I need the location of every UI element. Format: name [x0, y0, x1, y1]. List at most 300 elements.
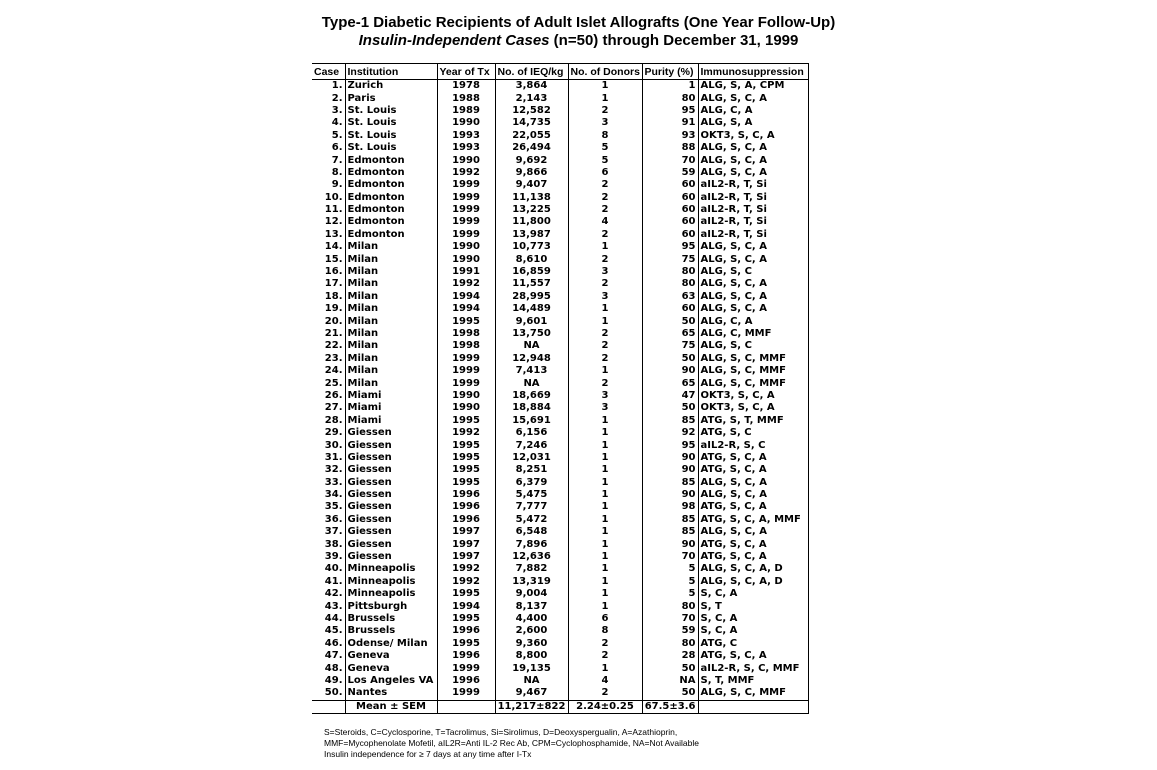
- cell-case: 27.: [324, 402, 343, 414]
- cell-year: 1995: [437, 439, 495, 451]
- cell-year: 1989: [437, 105, 495, 117]
- cell-donors: 3: [568, 402, 642, 414]
- cell-purity: 85: [642, 477, 698, 489]
- table-row: [312, 452, 808, 464]
- subtitle-italic: Insulin-Independent Cases: [358, 32, 550, 49]
- cell-purity: 95: [642, 439, 698, 451]
- cell-purity: 60: [642, 179, 698, 191]
- cell-year: 1999: [437, 687, 495, 700]
- mean-cell-case: [312, 700, 345, 713]
- cell-year: 1990: [437, 241, 495, 253]
- cell-immunosuppression: ALG, S, C, A: [698, 291, 808, 303]
- table-row: [312, 650, 808, 662]
- cell-purity: 80: [642, 278, 698, 290]
- cell-year: 1996: [437, 650, 495, 662]
- cell-case: 24.: [324, 365, 343, 377]
- cell-institution: Giessen: [345, 464, 437, 476]
- cell-immunosuppression: ALG, S, C, A, D: [698, 563, 808, 575]
- cell-year: 1990: [437, 117, 495, 129]
- cell-institution: Giessen: [345, 551, 437, 563]
- cell-purity: 90: [642, 538, 698, 550]
- cell-purity: 50: [642, 402, 698, 414]
- cell-ieq: 14,489: [495, 303, 568, 315]
- cell-purity: 92: [642, 427, 698, 439]
- cell-immunosuppression: aIL2-R, S, C: [698, 439, 808, 451]
- cell-purity: 28: [642, 650, 698, 662]
- cell-case: 38.: [324, 538, 343, 550]
- cell-ieq: 6,156: [495, 427, 568, 439]
- cell-case: 9.: [331, 179, 343, 191]
- cell-year: 1990: [437, 253, 495, 265]
- table-row: [312, 130, 808, 142]
- table-row: [312, 501, 808, 513]
- cell-donors: 1: [568, 303, 642, 315]
- cell-immunosuppression: ATG, S, C: [698, 427, 808, 439]
- cell-donors: 1: [568, 489, 642, 501]
- cell-year: 1988: [437, 92, 495, 104]
- table-row: [312, 638, 808, 650]
- footnote-insulin-independence: Insulin independence for ≥ 7 days at any time after I-Tx: [324, 749, 532, 759]
- cell-case: 29.: [324, 427, 343, 439]
- table-row: [312, 167, 808, 179]
- cell-case: 18.: [324, 290, 343, 302]
- cell-ieq: 8,137: [495, 600, 568, 612]
- cell-donors: 2: [568, 340, 642, 352]
- cell-donors: 2: [568, 377, 642, 389]
- cell-ieq: 14,735: [495, 117, 568, 129]
- cell-donors: 1: [568, 80, 642, 93]
- table-body: [312, 80, 808, 701]
- cell-purity: 98: [642, 501, 698, 513]
- table-row: [312, 204, 808, 216]
- table-row: [312, 600, 808, 612]
- cell-ieq: 8,800: [495, 650, 568, 662]
- cell-case: 12.: [324, 216, 343, 228]
- cell-immunosuppression: ALG, C, MMF: [698, 328, 808, 340]
- cell-immunosuppression: ALG, S, C, A: [698, 154, 808, 166]
- cell-donors: 1: [568, 563, 642, 575]
- cell-ieq: 7,413: [495, 365, 568, 377]
- cell-purity: 85: [642, 415, 698, 427]
- cell-institution: Milan: [345, 315, 437, 327]
- cell-ieq: 19,135: [495, 662, 568, 674]
- cell-ieq: 9,360: [495, 638, 568, 650]
- table-row: [312, 229, 808, 241]
- cell-purity: 50: [642, 315, 698, 327]
- cell-case: 2.: [331, 92, 343, 104]
- cell-institution: Geneva: [345, 662, 437, 674]
- cell-ieq: 9,004: [495, 588, 568, 600]
- cell-purity: 90: [642, 365, 698, 377]
- cell-immunosuppression: ALG, S, C, A: [698, 477, 808, 489]
- cell-donors: 3: [568, 117, 642, 129]
- cell-donors: 5: [568, 154, 642, 166]
- cell-case: 1.: [331, 80, 343, 92]
- cell-year: 1996: [437, 675, 495, 687]
- cell-institution: Giessen: [345, 526, 437, 538]
- cell-case: 19.: [324, 303, 343, 315]
- cell-year: 1999: [437, 365, 495, 377]
- cell-immunosuppression: S, C, A: [698, 613, 808, 625]
- cell-year: 1997: [437, 538, 495, 550]
- table-row: [312, 526, 808, 538]
- cell-immunosuppression: ATG, S, C, A: [698, 538, 808, 550]
- cell-donors: 1: [568, 452, 642, 464]
- cell-donors: 5: [568, 142, 642, 154]
- mean-cell-imm: [698, 700, 808, 713]
- cell-donors: 2: [568, 638, 642, 650]
- cell-year: 1995: [437, 315, 495, 327]
- cell-donors: 2: [568, 192, 642, 204]
- table-row: [312, 253, 808, 265]
- cell-case: 16.: [324, 266, 343, 278]
- cell-institution: Giessen: [345, 538, 437, 550]
- cell-purity: 75: [642, 340, 698, 352]
- cell-institution: Milan: [345, 241, 437, 253]
- cell-donors: 2: [568, 253, 642, 265]
- table-row: [312, 216, 808, 228]
- cell-donors: 2: [568, 687, 642, 700]
- table-row: [312, 563, 808, 575]
- cell-purity: 50: [642, 687, 698, 700]
- mean-ieq: 11,217±822: [495, 700, 568, 713]
- cell-immunosuppression: ALG, C, A: [698, 315, 808, 327]
- cell-purity: 93: [642, 130, 698, 142]
- cell-case: 49.: [324, 674, 343, 686]
- cell-case: 26.: [324, 389, 343, 401]
- cell-institution: Edmonton: [345, 216, 437, 228]
- cell-donors: 3: [568, 390, 642, 402]
- cell-donors: 3: [568, 266, 642, 278]
- cell-purity: 60: [642, 192, 698, 204]
- cell-institution: Pittsburgh: [345, 600, 437, 612]
- cell-donors: 2: [568, 650, 642, 662]
- cell-case: 15.: [324, 253, 343, 265]
- cell-ieq: 9,467: [495, 687, 568, 700]
- cell-purity: 88: [642, 142, 698, 154]
- cell-ieq: 9,601: [495, 315, 568, 327]
- cell-institution: Brussels: [345, 613, 437, 625]
- cell-donors: 6: [568, 167, 642, 179]
- cell-case: 42.: [324, 588, 343, 600]
- cell-immunosuppression: OKT3, S, C, A: [698, 390, 808, 402]
- cell-institution: Milan: [345, 266, 437, 278]
- cell-ieq: 7,896: [495, 538, 568, 550]
- table-row: [312, 662, 808, 674]
- cell-donors: 8: [568, 625, 642, 637]
- cell-donors: 1: [568, 514, 642, 526]
- cell-institution: Milan: [345, 340, 437, 352]
- cell-purity: 95: [642, 105, 698, 117]
- header-institution: Institution: [345, 64, 437, 80]
- cell-year: 1992: [437, 167, 495, 179]
- table-row: [312, 477, 808, 489]
- cell-institution: Giessen: [345, 439, 437, 451]
- cell-year: 1992: [437, 278, 495, 290]
- cell-donors: 4: [568, 216, 642, 228]
- cell-year: 1998: [437, 328, 495, 340]
- cell-immunosuppression: ALG, S, C: [698, 340, 808, 352]
- table-row: [312, 266, 808, 278]
- cell-case: 11.: [324, 204, 343, 216]
- cell-case: 6.: [331, 142, 343, 154]
- table-row: [312, 439, 808, 451]
- cell-immunosuppression: ATG, S, C, A, MMF: [698, 514, 808, 526]
- cell-year: 1978: [437, 80, 495, 93]
- cell-immunosuppression: ALG, S, C, A: [698, 92, 808, 104]
- cell-case: 39.: [324, 551, 343, 563]
- cell-year: 1994: [437, 600, 495, 612]
- cell-immunosuppression: ALG, S, C, MMF: [698, 365, 808, 377]
- cell-case: 48.: [324, 662, 343, 674]
- table-row: [312, 291, 808, 303]
- cell-donors: 1: [568, 576, 642, 588]
- table-row: [312, 377, 808, 389]
- cell-ieq: 5,472: [495, 514, 568, 526]
- cell-immunosuppression: ALG, S, C, A, D: [698, 576, 808, 588]
- mean-row: [312, 700, 808, 713]
- cell-immunosuppression: ALG, S, C, MMF: [698, 353, 808, 365]
- cell-institution: Los Angeles VA: [345, 675, 437, 687]
- cell-ieq: 11,557: [495, 278, 568, 290]
- cell-donors: 4: [568, 675, 642, 687]
- cell-donors: 2: [568, 229, 642, 241]
- cell-immunosuppression: ALG, S, C: [698, 266, 808, 278]
- cell-year: 1994: [437, 303, 495, 315]
- cell-institution: Milan: [345, 353, 437, 365]
- table-row: [312, 142, 808, 154]
- cell-ieq: 26,494: [495, 142, 568, 154]
- cell-immunosuppression: ALG, S, A: [698, 117, 808, 129]
- cell-ieq: NA: [495, 377, 568, 389]
- cell-institution: Miami: [345, 390, 437, 402]
- cell-institution: Giessen: [345, 477, 437, 489]
- cell-year: 1993: [437, 142, 495, 154]
- page-subtitle: [200, 32, 957, 50]
- cell-immunosuppression: aIL2-R, T, Si: [698, 229, 808, 241]
- cell-case: 25.: [324, 377, 343, 389]
- cell-ieq: 12,948: [495, 353, 568, 365]
- cell-year: 1995: [437, 477, 495, 489]
- cell-purity: NA: [642, 675, 698, 687]
- cell-case: 45.: [324, 625, 343, 637]
- table-row: [312, 241, 808, 253]
- cell-ieq: 13,750: [495, 328, 568, 340]
- cell-year: 1996: [437, 625, 495, 637]
- cell-case: 35.: [324, 501, 343, 513]
- cell-ieq: 11,800: [495, 216, 568, 228]
- table-row: [312, 514, 808, 526]
- cell-ieq: 18,884: [495, 402, 568, 414]
- cell-purity: 60: [642, 229, 698, 241]
- cell-purity: 85: [642, 514, 698, 526]
- subtitle-rest: (n=50) through December 31, 1999: [549, 32, 799, 49]
- cell-purity: 85: [642, 526, 698, 538]
- header-case: Case: [312, 64, 345, 80]
- cell-purity: 80: [642, 266, 698, 278]
- table-row: [312, 538, 808, 550]
- cell-purity: 91: [642, 117, 698, 129]
- table-row: [312, 192, 808, 204]
- cell-ieq: 13,319: [495, 576, 568, 588]
- cell-purity: 1: [642, 80, 698, 93]
- cell-purity: 80: [642, 638, 698, 650]
- table-row: [312, 427, 808, 439]
- cell-institution: Edmonton: [345, 204, 437, 216]
- table-row: [312, 687, 808, 700]
- cell-donors: 1: [568, 588, 642, 600]
- table-row: [312, 551, 808, 563]
- cell-ieq: 22,055: [495, 130, 568, 142]
- cell-purity: 59: [642, 167, 698, 179]
- page-title: Type-1 Diabetic Recipients of Adult Islet Allografts (One Year Follow-Up): [321, 14, 836, 31]
- cell-ieq: 15,691: [495, 415, 568, 427]
- cell-ieq: 12,031: [495, 452, 568, 464]
- cell-ieq: 18,669: [495, 390, 568, 402]
- cell-case: 10.: [324, 191, 343, 203]
- cell-purity: 70: [642, 154, 698, 166]
- cell-case: 33.: [324, 476, 343, 488]
- cell-year: 1999: [437, 192, 495, 204]
- cell-case: 37.: [324, 526, 343, 538]
- cell-year: 1993: [437, 130, 495, 142]
- cell-case: 4.: [331, 117, 343, 129]
- cell-ieq: 10,773: [495, 241, 568, 253]
- cell-year: 1995: [437, 464, 495, 476]
- cell-ieq: 8,610: [495, 253, 568, 265]
- cell-case: 20.: [324, 315, 343, 327]
- cell-institution: Edmonton: [345, 179, 437, 191]
- table-row: [312, 278, 808, 290]
- cell-year: 1990: [437, 390, 495, 402]
- cell-institution: Minneapolis: [345, 588, 437, 600]
- cell-donors: 2: [568, 353, 642, 365]
- table-row: [312, 415, 808, 427]
- cell-institution: Paris: [345, 92, 437, 104]
- cell-immunosuppression: ATG, C: [698, 638, 808, 650]
- cell-purity: 5: [642, 576, 698, 588]
- table-row: [312, 179, 808, 191]
- cell-donors: 1: [568, 600, 642, 612]
- cell-purity: 80: [642, 600, 698, 612]
- table-row: [312, 92, 808, 104]
- cell-institution: Edmonton: [345, 192, 437, 204]
- cell-immunosuppression: ALG, S, C, A: [698, 253, 808, 265]
- cell-case: 50.: [324, 687, 343, 699]
- cell-donors: 1: [568, 427, 642, 439]
- cell-donors: 1: [568, 92, 642, 104]
- cell-case: 40.: [324, 563, 343, 575]
- cell-year: 1999: [437, 662, 495, 674]
- cell-purity: 50: [642, 662, 698, 674]
- cell-year: 1999: [437, 353, 495, 365]
- cell-ieq: 7,882: [495, 563, 568, 575]
- cell-ieq: 9,407: [495, 179, 568, 191]
- cell-purity: 5: [642, 588, 698, 600]
- footnotes: [324, 727, 699, 760]
- cell-immunosuppression: S, C, A: [698, 625, 808, 637]
- cell-institution: Giessen: [345, 514, 437, 526]
- cell-donors: 1: [568, 538, 642, 550]
- cell-institution: Edmonton: [345, 229, 437, 241]
- cell-case: 22.: [324, 340, 343, 352]
- cell-ieq: 9,692: [495, 154, 568, 166]
- cell-institution: Milan: [345, 291, 437, 303]
- cell-institution: Minneapolis: [345, 576, 437, 588]
- cell-donors: 1: [568, 662, 642, 674]
- cell-ieq: 28,995: [495, 291, 568, 303]
- cell-year: 1995: [437, 415, 495, 427]
- cell-year: 1995: [437, 452, 495, 464]
- cell-donors: 1: [568, 526, 642, 538]
- cell-year: 1992: [437, 563, 495, 575]
- cell-immunosuppression: ATG, S, C, A: [698, 452, 808, 464]
- cell-case: 36.: [324, 513, 343, 525]
- cell-purity: 60: [642, 303, 698, 315]
- cell-donors: 2: [568, 328, 642, 340]
- cell-institution: Milan: [345, 365, 437, 377]
- cell-purity: 90: [642, 489, 698, 501]
- cell-ieq: 12,636: [495, 551, 568, 563]
- cell-immunosuppression: ALG, S, C, A: [698, 241, 808, 253]
- cell-case: 31.: [324, 451, 343, 463]
- cell-purity: 63: [642, 291, 698, 303]
- cell-ieq: 4,400: [495, 613, 568, 625]
- table-header-row: [312, 64, 808, 80]
- cell-ieq: 3,864: [495, 80, 568, 93]
- cell-case: 34.: [324, 489, 343, 501]
- cell-ieq: 13,987: [495, 229, 568, 241]
- cell-donors: 2: [568, 105, 642, 117]
- cell-purity: 65: [642, 377, 698, 389]
- cell-immunosuppression: ALG, C, A: [698, 105, 808, 117]
- cell-ieq: 8,251: [495, 464, 568, 476]
- cell-year: 1997: [437, 551, 495, 563]
- cell-ieq: 7,777: [495, 501, 568, 513]
- cell-immunosuppression: ATG, S, C, A: [698, 551, 808, 563]
- cell-case: 46.: [324, 637, 343, 649]
- cell-immunosuppression: aIL2-R, T, Si: [698, 216, 808, 228]
- cell-donors: 3: [568, 291, 642, 303]
- cell-year: 1999: [437, 216, 495, 228]
- cell-institution: Giessen: [345, 489, 437, 501]
- mean-donors: 2.24±0.25: [568, 700, 642, 713]
- cell-purity: 70: [642, 551, 698, 563]
- table-row: [312, 340, 808, 352]
- cell-institution: Odense/ Milan: [345, 638, 437, 650]
- cell-ieq: 16,859: [495, 266, 568, 278]
- cell-case: 41.: [324, 575, 343, 587]
- cell-purity: 95: [642, 241, 698, 253]
- header-year: Year of Tx: [437, 64, 495, 80]
- cell-institution: St. Louis: [345, 105, 437, 117]
- cell-year: 1990: [437, 402, 495, 414]
- table-row: [312, 489, 808, 501]
- cell-year: 1997: [437, 526, 495, 538]
- cell-donors: 1: [568, 501, 642, 513]
- cell-institution: Giessen: [345, 427, 437, 439]
- cell-immunosuppression: ATG, S, C, A: [698, 501, 808, 513]
- cell-ieq: NA: [495, 675, 568, 687]
- cell-ieq: 9,866: [495, 167, 568, 179]
- cell-year: 1998: [437, 340, 495, 352]
- cell-ieq: 12,582: [495, 105, 568, 117]
- cell-purity: 60: [642, 204, 698, 216]
- table-row: [312, 80, 808, 93]
- cell-purity: 47: [642, 390, 698, 402]
- islet-allograft-table: [312, 63, 809, 714]
- table-row: [312, 315, 808, 327]
